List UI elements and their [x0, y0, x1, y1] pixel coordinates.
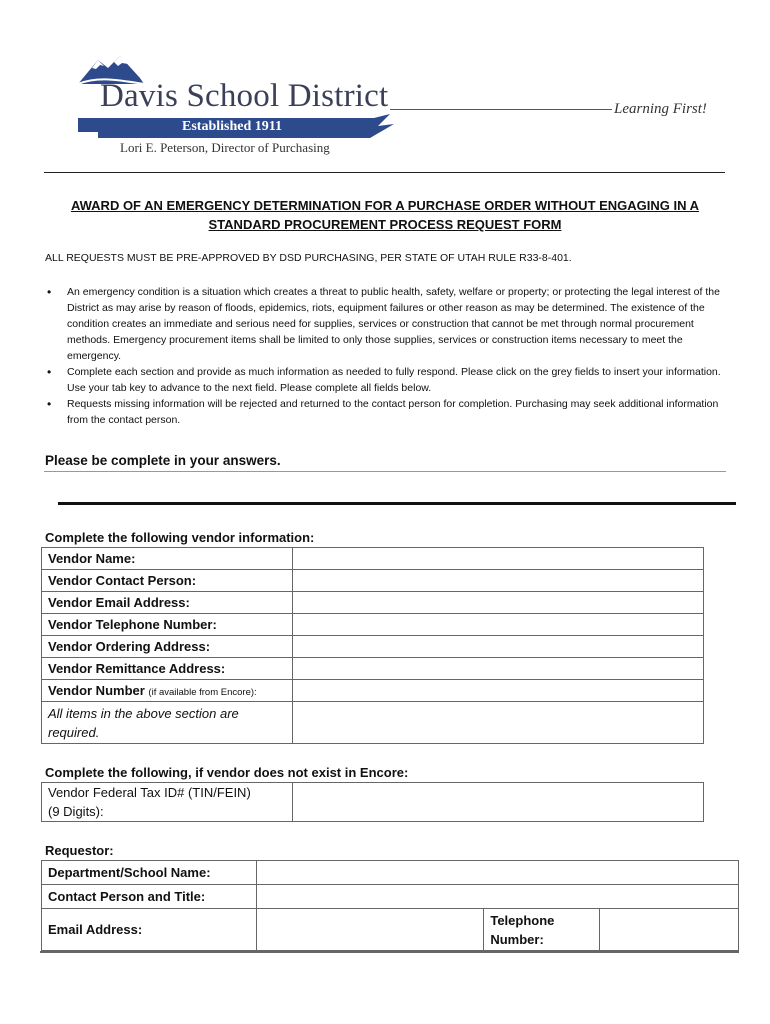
established-text: Established 1911 — [182, 119, 282, 134]
vendor-info-table — [41, 547, 704, 744]
form-title — [50, 196, 720, 234]
tax-id-label — [42, 783, 293, 822]
email-field[interactable] — [256, 909, 484, 951]
vendor-ordering-label: Vendor Ordering Address: — [42, 636, 293, 658]
logo-divider — [390, 109, 612, 110]
vendor-section-heading: Complete the following vendor information: — [45, 530, 315, 545]
requestor-section-heading: Requestor: — [45, 843, 114, 858]
district-logo — [78, 52, 718, 162]
department-label: Department/School Name: — [42, 861, 257, 885]
tax-id-label-line-2: (9 Digits): — [48, 804, 104, 819]
empty-cell — [292, 702, 703, 744]
complete-heading: Please be complete in your answers. — [45, 453, 281, 468]
vendor-name-field[interactable] — [292, 548, 703, 570]
vendor-number-field[interactable] — [292, 680, 703, 702]
department-field[interactable] — [256, 861, 738, 885]
table-row — [42, 614, 704, 636]
vendor-email-label: Vendor Email Address: — [42, 592, 293, 614]
list-item: • Requests missing information will be rejected and returned to the contact person for completion. Purchasing may seek additional information from the contact person. — [45, 396, 730, 428]
director-name: Lori E. Peterson, Director of Purchasing — [120, 140, 330, 155]
required-note — [42, 702, 293, 744]
requestor-table — [41, 860, 739, 951]
tax-id-label-line-1: Vendor Federal Tax ID# (TIN/FEIN) — [48, 785, 251, 800]
tagline: Learning First! — [614, 101, 707, 117]
vendor-remittance-label: Vendor Remittance Address: — [42, 658, 293, 680]
telephone-label-line-1: Telephone — [490, 912, 555, 928]
table-row — [42, 861, 739, 885]
vendor-number-label — [42, 680, 293, 702]
divider — [44, 471, 726, 472]
vendor-phone-label: Vendor Telephone Number: — [42, 614, 293, 636]
list-item: • An emergency condition is a situation which creates a threat to public health, safety, welfare or property; or protecting the legal interest of the District as may arise by reason of floods, epidemics, riots, equipment failures or other reason as may be determined. The existence of the condition creates an immediate and serious need for supplies, services or construction that cannot be met through normal procurement methods. Emergency procurement items shall be limited to only those supplies, services or construction items necessary to meet the emergency. — [45, 284, 730, 364]
header-rule — [44, 172, 725, 173]
telephone-field[interactable] — [600, 909, 739, 951]
vendor-contact-label: Vendor Contact Person: — [42, 570, 293, 592]
form-title-line-1: AWARD OF AN EMERGENCY DETERMINATION FOR A PURCHASE ORDER WITHOUT ENGAGING IN A — [70, 198, 700, 213]
form-title-line-2: STANDARD PROCUREMENT PROCESS REQUEST FORM — [208, 217, 562, 232]
thick-divider — [58, 502, 736, 505]
table-row — [42, 885, 739, 909]
vendor-ordering-field[interactable] — [292, 636, 703, 658]
table-row — [42, 702, 704, 744]
table-row — [42, 570, 704, 592]
table-row — [42, 548, 704, 570]
contact-title-label: Contact Person and Title: — [42, 885, 257, 909]
encore-table — [41, 782, 704, 822]
preapproval-notice: ALL REQUESTS MUST BE PRE-APPROVED BY DSD PURCHASING, PER STATE OF UTAH RULE R33-8-401. — [45, 252, 572, 264]
table-row — [42, 783, 704, 822]
list-item: • Complete each section and provide as much information as needed to fully respond. Please click on the grey fields to insert your information. Use your tab key to advance to the next field. Please complete all fields below. — [45, 364, 730, 396]
vendor-contact-field[interactable] — [292, 570, 703, 592]
vendor-number-text: Vendor Number — [48, 683, 145, 698]
bottom-rule — [40, 951, 739, 953]
table-row — [42, 909, 739, 951]
contact-title-field[interactable] — [256, 885, 738, 909]
org-name: Davis School District — [100, 78, 389, 114]
required-note-line-1: All items in the above section are — [48, 705, 239, 721]
table-row — [42, 680, 704, 702]
vendor-phone-field[interactable] — [292, 614, 703, 636]
telephone-label-line-2: Number: — [490, 931, 544, 947]
encore-section-heading: Complete the following, if vendor does not exist in Encore: — [45, 765, 409, 780]
instructions-list — [45, 284, 730, 428]
vendor-name-label: Vendor Name: — [42, 548, 293, 570]
required-note-line-2: required. — [48, 724, 100, 740]
telephone-label — [484, 909, 600, 951]
vendor-remittance-field[interactable] — [292, 658, 703, 680]
vendor-email-field[interactable] — [292, 592, 703, 614]
email-label: Email Address: — [42, 909, 257, 951]
vendor-number-note: (if available from Encore): — [148, 687, 257, 698]
tax-id-field[interactable] — [292, 783, 703, 822]
table-row — [42, 592, 704, 614]
table-row — [42, 636, 704, 658]
table-row — [42, 658, 704, 680]
